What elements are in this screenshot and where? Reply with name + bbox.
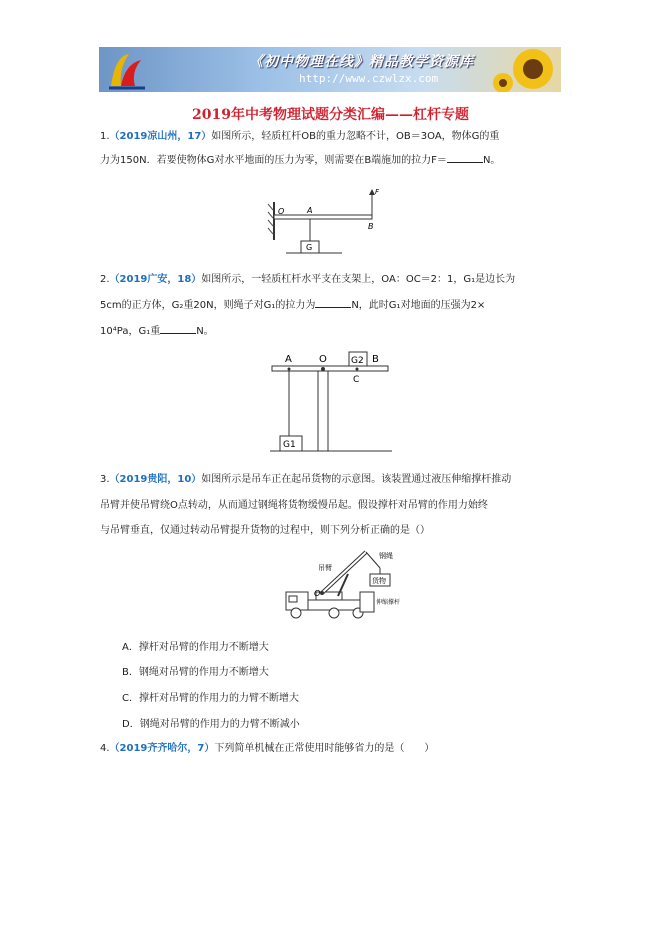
q2-source: （2019广安，18）	[109, 274, 202, 285]
q3-steel-rope	[366, 552, 380, 568]
q3-number: 3.	[100, 474, 110, 485]
q3-line2: 吊臂并使吊臂绕O点转动，从而通过钢绳将货物缓慢吊起。假设撑杆对吊臂的作用力始终	[100, 500, 488, 511]
q2-number: 2.	[100, 274, 110, 285]
q3-source: （2019贵阳，10）	[109, 474, 202, 485]
q2-label-b: B	[372, 354, 379, 365]
header-banner	[99, 47, 561, 92]
q2-support-pillar	[318, 371, 328, 451]
q1-label-a: A	[307, 206, 313, 215]
q3-option-a[interactable]: A．撑杆对吊臂的作用力不断增大	[122, 642, 269, 653]
q2-line1	[100, 271, 570, 289]
q3-label-cargo: 货物	[372, 577, 386, 585]
q1-text2a: 力为150N．若要使物体G对水平地面的压力为零，则需要在B端施加的拉力F＝	[100, 155, 447, 166]
q2-lever-figure	[268, 348, 394, 460]
q1-text2b: N。	[482, 155, 501, 166]
banner-title: 《初中物理在线》精品教学资源库	[249, 54, 474, 70]
q1-lever-bar	[274, 215, 372, 219]
banner-url: http://www.czwlzx.com	[299, 72, 439, 85]
site-logo-icon	[105, 50, 149, 90]
q3-crane-figure	[282, 548, 400, 628]
q2-pivot-o	[321, 367, 325, 371]
q1-answer-blank[interactable]	[447, 152, 483, 163]
q3-line1	[100, 471, 570, 489]
q3-pivot-o	[320, 591, 324, 595]
q2-text2a: 5cm的正方体，G₂重20N，则绳子对G₁的拉力为	[100, 300, 316, 311]
q2-label-o: O	[319, 354, 327, 365]
page-title: 2019年中考物理试题分类汇编——杠杆专题	[192, 107, 469, 123]
q1-label-b: B	[368, 222, 374, 231]
q1-label-o: O	[278, 207, 285, 216]
q1-text1: 如图所示，轻质杠杆OB的重力忽略不计，OB＝3OA，物体G的重	[211, 131, 500, 142]
q3-option-c[interactable]: C．撑杆对吊臂的作用力的力臂不断增大	[122, 693, 299, 704]
q2-label-g1: G1	[283, 440, 296, 450]
q1-line2	[100, 152, 570, 170]
q4-line1	[100, 740, 570, 758]
q2-answer-blank-2[interactable]	[160, 323, 196, 334]
q2-text3a: 10⁴Pa，G₁重	[100, 326, 161, 337]
q2-label-g2: G2	[351, 356, 364, 366]
q3-text1: 如图所示是吊车正在起吊货物的示意图。该装置通过液压伸缩撑杆推动	[201, 474, 512, 485]
q1-source: （2019凉山州，17）	[109, 131, 212, 142]
q2-text1: 如图所示，一轻质杠杆水平支在支架上，OA：OC＝2：1，G₁是边长为	[201, 274, 516, 285]
q1-line1	[100, 128, 570, 146]
q3-option-d[interactable]: D．钢绳对吊臂的作用力的力臂不断减小	[122, 719, 300, 730]
q3-truck	[286, 592, 374, 618]
q2-label-a: A	[285, 354, 292, 365]
sunflower-icon	[491, 47, 561, 92]
q4-source: （2019齐齐哈尔，7）	[109, 743, 215, 754]
q3-label-rope: 钢绳	[379, 552, 393, 560]
q2-line2	[100, 297, 570, 315]
q2-point-a	[288, 368, 291, 371]
q3-label-o: O	[314, 589, 321, 598]
q2-line3	[100, 323, 570, 341]
q2-text2b: N，此时G₁对地面的压强为2×	[351, 300, 486, 311]
q3-line3: 与吊臂垂直，仅通过转动吊臂提升货物的过程中，则下列分析正确的是（）	[100, 525, 430, 536]
q1-label-f: F	[375, 188, 380, 196]
q3-option-b[interactable]: B．钢绳对吊臂的作用力不断增大	[122, 667, 269, 678]
q1-label-g: G	[306, 243, 313, 252]
q4-number: 4.	[100, 743, 110, 754]
q2-text3b: N。	[196, 326, 214, 337]
q3-label-arm: 吊臂	[318, 564, 332, 572]
q1-number: 1.	[100, 131, 110, 142]
q2-answer-blank-1[interactable]	[315, 297, 351, 308]
q2-point-c	[356, 368, 359, 371]
q4-text1: 下列简单机械在正常使用时能够省力的是（ ）	[214, 743, 435, 754]
q2-label-c: C	[353, 375, 360, 385]
q3-label-strut: 伸缩撑杆	[376, 599, 400, 606]
q1-lever-figure	[262, 186, 382, 258]
q1-wall	[268, 202, 274, 240]
